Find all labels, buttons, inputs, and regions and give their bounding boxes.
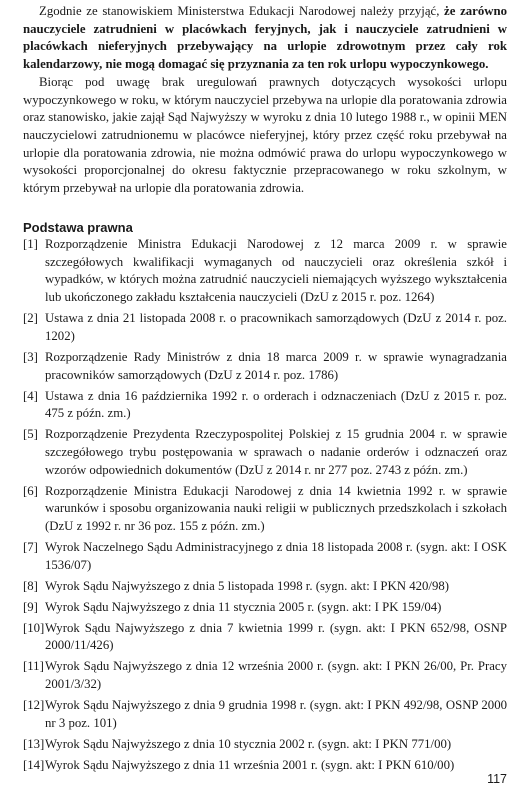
reference-item (23, 539, 507, 574)
reference-item (23, 310, 507, 345)
reference-item (23, 599, 507, 617)
paragraph-1 (23, 3, 507, 74)
paragraph-2: Biorąc pod uwagę brak uregulowań prawnych dotyczących wysokości urlopu wypoczynkowego w roku, w którym nauczyciel przebywa na urlopie dla poratowania zdrowia oraz stanowisko, jakie zajął Sąd Najwyższy w wyroku z dnia 10 lutego 1988 r., w opinii MEN nauczycielowi zatrudnionemu w placówce nieferyjnej, który przez część roku przebywał na urlopie dla poratowania zdrowia, nie można odmówić prawa do urlopu wypoczynkowego w wysokości proporcjonalnej do okresu faktycznie przepracowanego w roku szkolnym, w którym przebywał na urlopie dla poratowania zdrowia. (23, 74, 507, 196)
reference-number: [11] (23, 659, 44, 674)
reference-item (23, 426, 507, 479)
reference-text: Rozporządzenie Prezydenta Rzeczypospolitej Polskiej z 15 grudnia 2004 r. w sprawie szczegółowego trybu postępowania w sprawach o nadanie orderów i odznaczeń oraz wzorów odpowiednich dokumentów (DzU z 2014 r. nr 277 poz. 2743 z późn. zm.) (45, 427, 507, 477)
reference-item (23, 620, 507, 655)
paragraph-1-text: Zgodnie ze stanowiskiem Ministerstwa Edukacji Narodowej należy przyjąć, (39, 4, 445, 18)
reference-item (23, 736, 507, 754)
reference-number: [12] (23, 698, 45, 713)
section-heading: Podstawa prawna (23, 220, 133, 235)
reference-text: Wyrok Sądu Najwyższego z dnia 11 stycznia 2005 r. (sygn. akt: I PK 159/04) (45, 599, 442, 614)
page-number: 117 (487, 772, 507, 786)
reference-item (23, 236, 507, 307)
reference-number: [3] (23, 349, 38, 364)
reference-item (23, 349, 507, 384)
reference-text: Wyrok Sądu Najwyższego z dnia 12 września 2000 r. (sygn. akt: I PKN 26/00, Pr. Pracy 2001/3/32) (45, 659, 507, 692)
reference-text: Rozporządzenie Rady Ministrów z dnia 18 marca 2009 r. w sprawie wynagradzania pracowników samorządowych (DzU z 2014 r. poz. 1786) (45, 349, 507, 382)
reference-number: [14] (23, 757, 45, 772)
reference-number: [7] (23, 540, 38, 555)
reference-item (23, 388, 507, 423)
body-text (23, 3, 507, 198)
reference-number: [10] (23, 620, 45, 635)
reference-number: [9] (23, 599, 38, 614)
paragraph-1-bold-text: że zarówno nauczyciele zatrudnieni w placówkach feryjnych, jak i nauczyciele zatrudnieni w placówkach nieferyjnych przebywający na urlopie zdrowotnym przez cały rok kalendarzowy, nie mogą domagać się przyznania za ten rok urlopu wypoczynkowego. (23, 4, 507, 72)
reference-item (23, 757, 507, 775)
reference-text: Rozporządzenie Ministra Edukacji Narodowej z 12 marca 2009 r. w sprawie szczegółowych kwalifikacji wymaganych od nauczycieli oraz określenia szkół i wypadków, w których można zatrudnić nauczycieli niemających wyższego wykształcenia lub ukończonego zakładu kształcenia nauczycieli (DzU z 2015 r. poz. 1264) (45, 237, 507, 305)
reference-text: Wyrok Sądu Najwyższego z dnia 11 września 2001 r. (sygn. akt: I PKN 610/00) (45, 757, 455, 772)
reference-number: [5] (23, 427, 38, 442)
reference-number: [8] (23, 578, 38, 593)
reference-text: Wyrok Sądu Najwyższego z dnia 5 listopada 1998 r. (sygn. akt: I PKN 420/98) (45, 578, 450, 593)
reference-number: [6] (23, 483, 38, 498)
reference-item (23, 483, 507, 536)
reference-list (23, 236, 507, 778)
reference-number: [13] (23, 736, 45, 751)
reference-text: Wyrok Naczelnego Sądu Administracyjnego z dnia 18 listopada 2008 r. (sygn. akt: I OSK 1536/07) (45, 540, 507, 572)
reference-number: [2] (23, 311, 38, 326)
reference-text: Ustawa z dnia 21 listopada 2008 r. o pracownikach samorządowych (DzU z 2014 r. poz. 1202) (45, 311, 507, 343)
reference-item (23, 697, 507, 732)
reference-number: [4] (23, 388, 38, 403)
reference-text: Ustawa z dnia 16 października 1992 r. o orderach i odznaczeniach (DzU z 2015 r. poz. 475 z późn. zm.) (45, 388, 507, 421)
reference-text: Wyrok Sądu Najwyższego z dnia 9 grudnia 1998 r. (sygn. akt: I PKN 492/98, OSNP 2000 nr 3 poz. 101) (45, 698, 507, 730)
reference-item (23, 578, 507, 596)
reference-number: [1] (23, 237, 38, 251)
reference-text: Wyrok Sądu Najwyższego z dnia 7 kwietnia 1999 r. (sygn. akt: I PKN 652/98, OSNP 2000/11/426) (45, 620, 507, 653)
reference-text: Wyrok Sądu Najwyższego z dnia 10 stycznia 2002 r. (sygn. akt: I PKN 771/00) (45, 736, 452, 751)
reference-item (23, 658, 507, 693)
reference-text: Rozporządzenie Ministra Edukacji Narodowej z dnia 14 kwietnia 1992 r. w sprawie warunków i sposobu organizowania nauki religii w publicznych przedszkolach i szkołach (DzU z 1992 r. nr 36 poz. 155 z późn. zm.) (45, 483, 507, 534)
